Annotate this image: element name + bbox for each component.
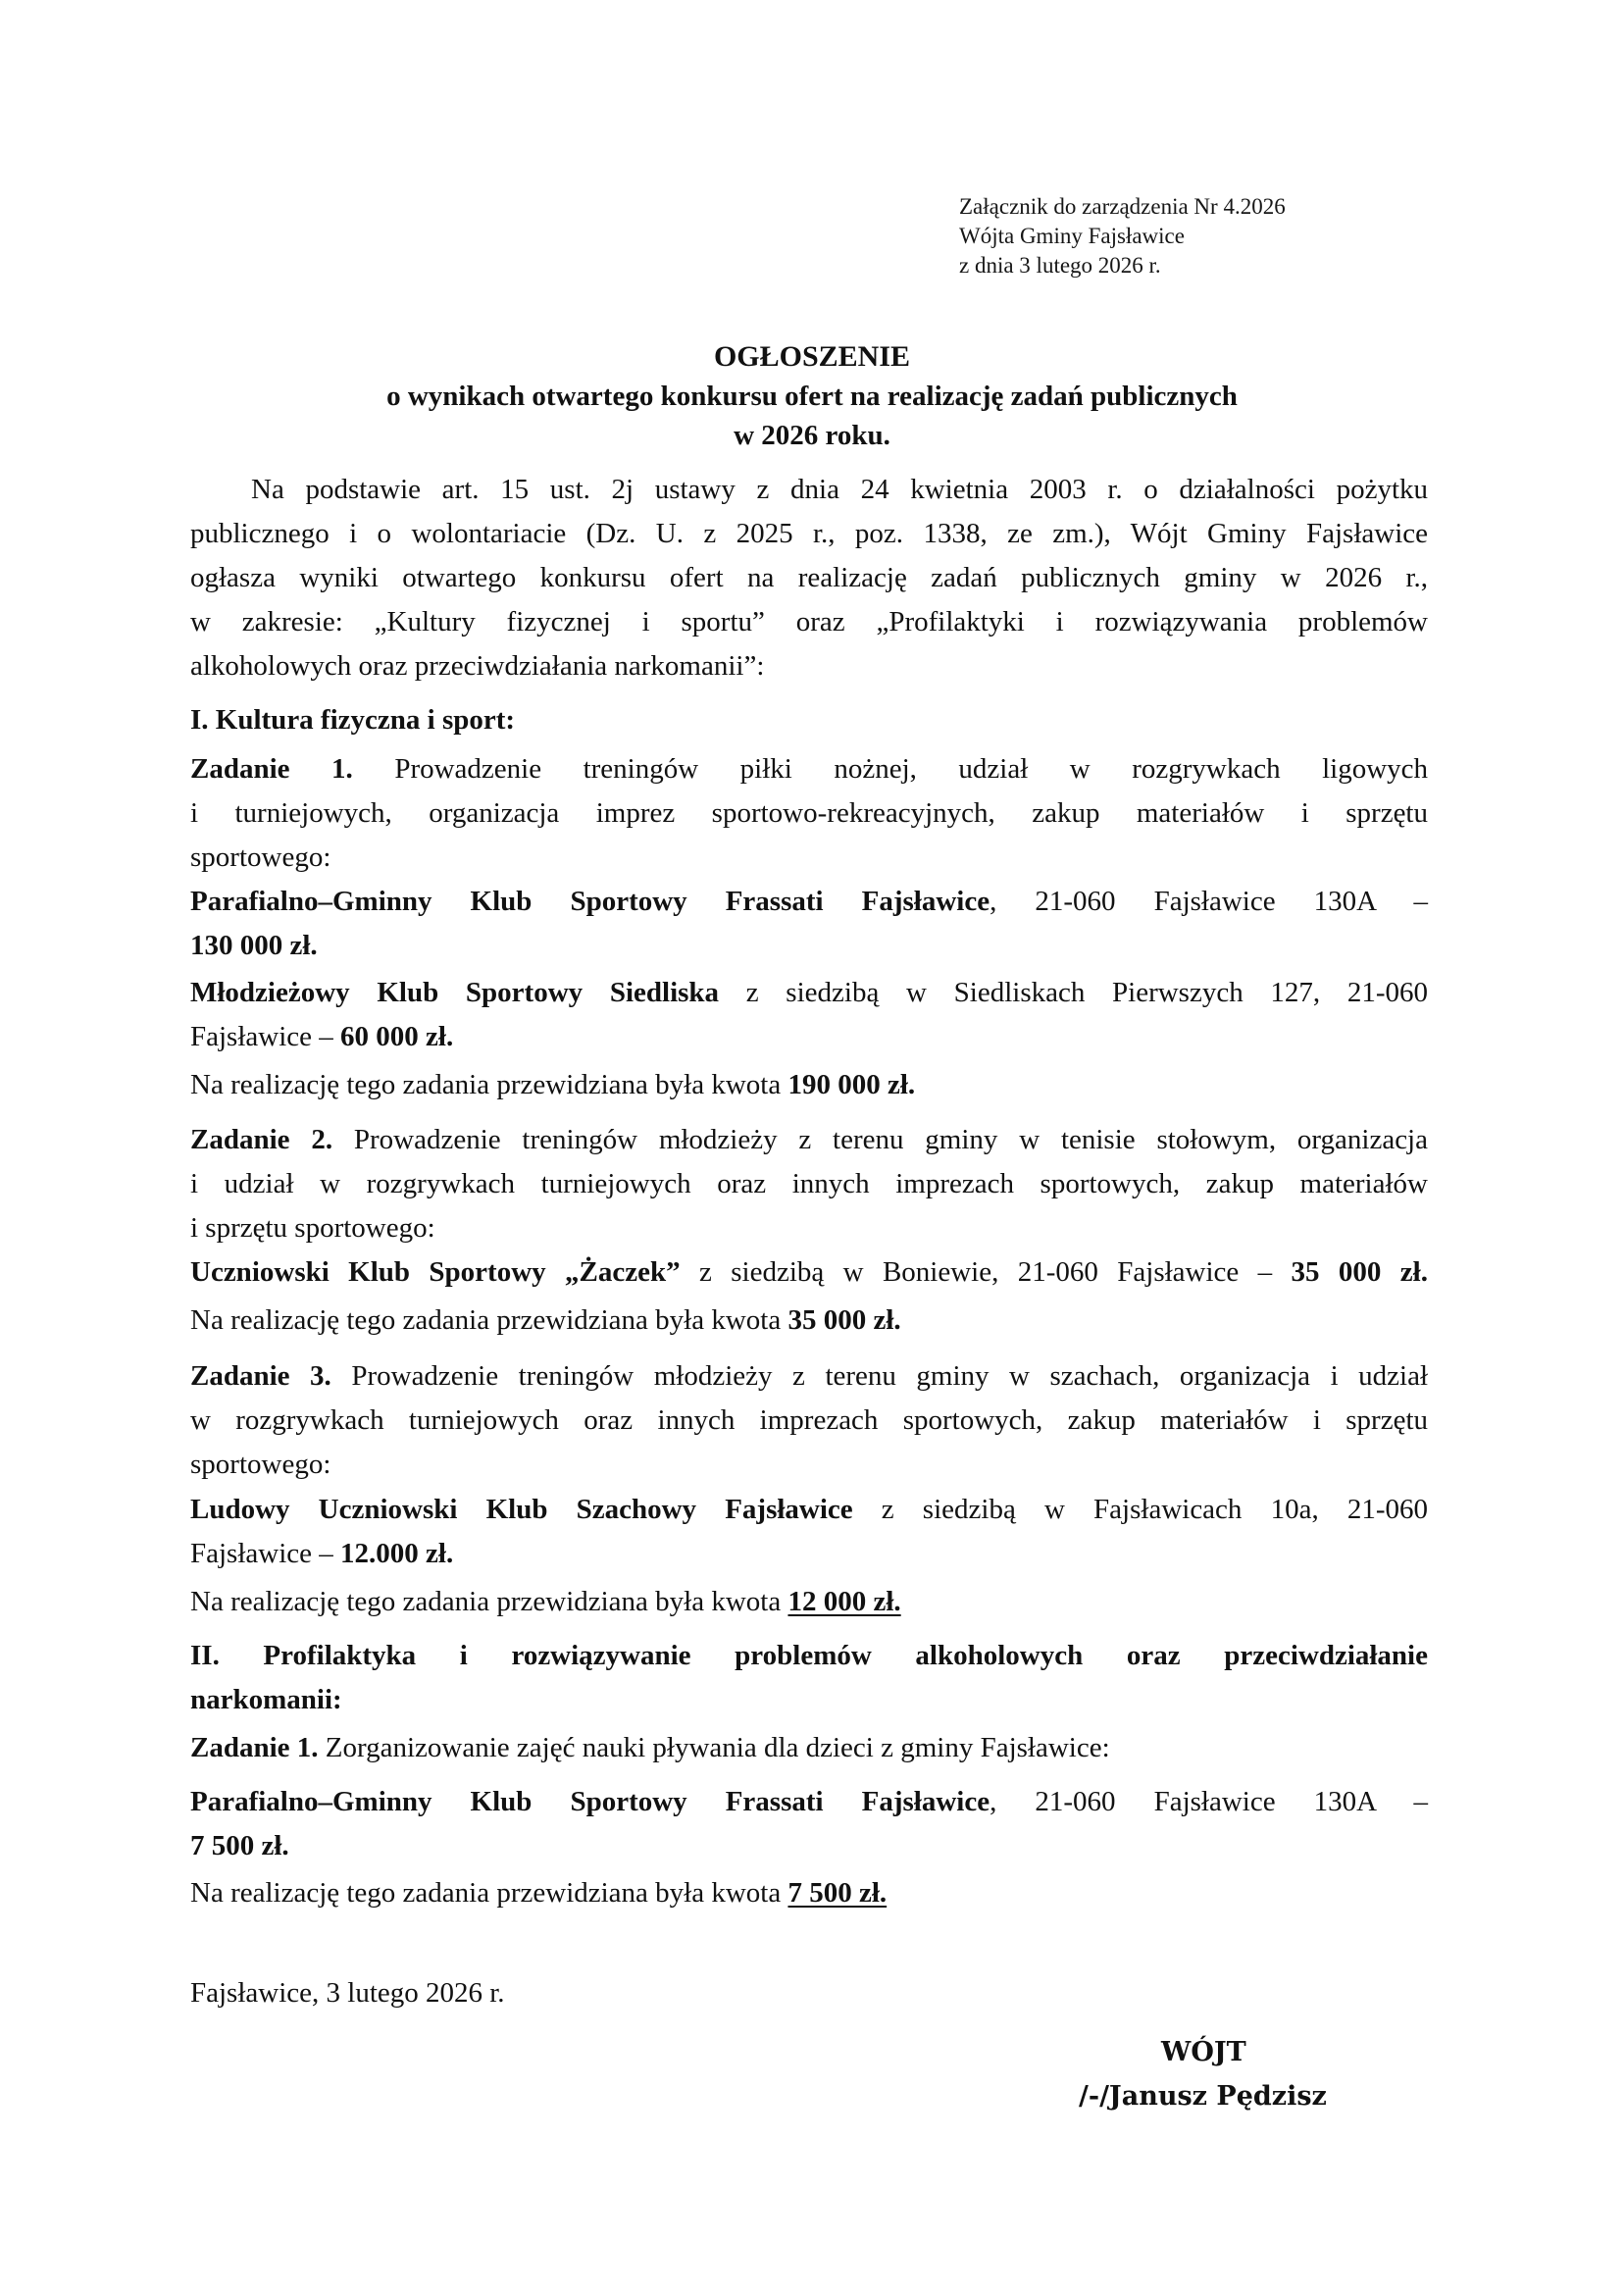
task-description-line bbox=[190, 1354, 1428, 1399]
planned-amount-line bbox=[190, 1871, 1428, 1915]
attachment-line-3: z dnia 3 lutego 2026 r. bbox=[959, 253, 1161, 278]
planned-amount-line bbox=[190, 1580, 1428, 1624]
award-entry bbox=[190, 1488, 1428, 1576]
planned-amount: 12 000 zł. bbox=[787, 1586, 901, 1617]
attachment-header bbox=[959, 192, 1286, 280]
task-description-line: i sprzętu sportowego: bbox=[190, 1212, 435, 1244]
planned-text: Na realizację tego zadania przewidziana była kwota bbox=[190, 1304, 788, 1336]
document-title bbox=[0, 337, 1624, 455]
award-amount: 35 000 zł. bbox=[1291, 1256, 1428, 1288]
intro-line: ogłasza wyniki otwartego konkursu ofert na realizację zadań publicznych gminy w 2026 r., bbox=[190, 562, 1428, 593]
section-2-heading bbox=[190, 1634, 1428, 1722]
award-line bbox=[190, 971, 1428, 1015]
award-line bbox=[190, 1532, 1428, 1576]
organization-name: Uczniowski Klub Sportowy „Żaczek” bbox=[190, 1256, 681, 1288]
planned-text: Na realizację tego zadania przewidziana była kwota bbox=[190, 1586, 788, 1617]
task-description-line bbox=[190, 1118, 1428, 1162]
task-label: Zadanie 1. bbox=[190, 753, 353, 785]
planned-amount: 35 000 zł. bbox=[787, 1304, 901, 1336]
task-label: Zadanie 3. bbox=[190, 1360, 331, 1392]
award-line bbox=[190, 880, 1428, 924]
task-description-line: sportowego: bbox=[190, 841, 331, 873]
attachment-line-1: Załącznik do zarządzenia Nr 4.2026 bbox=[959, 194, 1286, 219]
task-description: Zorganizowanie zajęć nauki pływania dla dzieci z gminy Fajsławice: bbox=[318, 1732, 1110, 1763]
task-label: Zadanie 1. bbox=[190, 1732, 319, 1763]
task-description-line bbox=[190, 747, 1428, 791]
task-label: Zadanie 2. bbox=[190, 1124, 333, 1155]
title-subtitle-2: w 2026 roku. bbox=[734, 420, 890, 451]
organization-address: z siedzibą w Fajsławicach 10a, 21-060 bbox=[852, 1494, 1428, 1525]
organization-address: z siedzibą w Siedliskach Pierwszych 127, 21-060 bbox=[719, 977, 1428, 1008]
intro-line: alkoholowych oraz przeciwdziałania narkomanii”: bbox=[190, 650, 765, 682]
intro-paragraph bbox=[190, 468, 1428, 688]
planned-text: Na realizację tego zadania przewidziana była kwota bbox=[190, 1069, 788, 1100]
signature-title: WÓJT bbox=[1161, 2037, 1246, 2067]
intro-line: w zakresie: „Kultury fizycznej i sportu” oraz „Profilaktyki i rozwiązywania problemów bbox=[190, 606, 1428, 637]
organization-address: z siedzibą w Boniewie, 21-060 Fajsławice – bbox=[680, 1256, 1292, 1288]
award-amount: 7 500 zł. bbox=[190, 1830, 289, 1861]
signature-name: /-/Janusz Pędzisz bbox=[1079, 2081, 1327, 2112]
task-description-line: sportowego: bbox=[190, 1449, 331, 1480]
organization-address: , 21-060 Fajsławice 130A – bbox=[990, 886, 1428, 917]
section-heading-line: II. Profilaktyka i rozwiązywanie problemów alkoholowych oraz przeciwdziałanie bbox=[190, 1640, 1428, 1671]
intro-line: Na podstawie art. 15 ust. 2j ustawy z dnia 24 kwietnia 2003 r. o działalności pożytku bbox=[251, 474, 1428, 505]
planned-amount-line bbox=[190, 1063, 1428, 1107]
organization-name: Ludowy Uczniowski Klub Szachowy Fajsławice bbox=[190, 1494, 853, 1525]
organization-address: Fajsławice – bbox=[190, 1021, 341, 1052]
section-1-heading: I. Kultura fizyczna i sport: bbox=[190, 704, 516, 736]
award-amount: 60 000 zł. bbox=[340, 1021, 454, 1052]
section-heading-line: narkomanii: bbox=[190, 1684, 342, 1715]
section-2-task-1 bbox=[190, 1726, 1428, 1770]
organization-address: , 21-060 Fajsławice 130A – bbox=[990, 1786, 1428, 1817]
award-line bbox=[190, 1488, 1428, 1532]
award-line bbox=[190, 1015, 1428, 1059]
task-description: Prowadzenie treningów młodzieży z terenu gminy w szachach, organizacja i udział bbox=[330, 1360, 1428, 1392]
section-1-task-1 bbox=[190, 747, 1428, 880]
organization-name: Parafialno–Gminny Klub Sportowy Frassati Fajsławice bbox=[190, 1786, 990, 1817]
organization-name: Parafialno–Gminny Klub Sportowy Frassati Fajsławice bbox=[190, 886, 990, 917]
planned-amount: 190 000 zł. bbox=[787, 1069, 916, 1100]
award-entry bbox=[190, 1780, 1428, 1868]
award-line bbox=[190, 1780, 1428, 1824]
title-main: OGŁOSZENIE bbox=[713, 340, 911, 373]
organization-address: Fajsławice – bbox=[190, 1538, 341, 1569]
task-description: Prowadzenie treningów młodzieży z terenu gminy w tenisie stołowym, organizacja bbox=[332, 1124, 1428, 1155]
title-subtitle-1: o wynikach otwartego konkursu ofert na realizację zadań publicznych bbox=[386, 381, 1238, 412]
award-entry bbox=[190, 1250, 1428, 1295]
award-entry bbox=[190, 971, 1428, 1059]
section-1-task-2 bbox=[190, 1118, 1428, 1250]
organization-name: Młodzieżowy Klub Sportowy Siedliska bbox=[190, 977, 720, 1008]
task-description-line: w rozgrywkach turniejowych oraz innych imprezach sportowych, zakup materiałów i sprzętu bbox=[190, 1404, 1428, 1436]
planned-amount-line bbox=[190, 1299, 1428, 1343]
place-and-date: Fajsławice, 3 lutego 2026 r. bbox=[190, 1977, 505, 2009]
award-amount: 12.000 zł. bbox=[340, 1538, 454, 1569]
award-line bbox=[190, 1250, 1428, 1295]
task-description: Prowadzenie treningów piłki nożnej, udział w rozgrywkach ligowych bbox=[394, 753, 1429, 785]
planned-text: Na realizację tego zadania przewidziana była kwota bbox=[190, 1877, 788, 1909]
attachment-line-2: Wójta Gminy Fajsławice bbox=[959, 224, 1185, 248]
section-1-task-3 bbox=[190, 1354, 1428, 1487]
task-description-line: i turniejowych, organizacja imprez sportowo-rekreacyjnych, zakup materiałów i sprzętu bbox=[190, 797, 1428, 829]
award-amount: 130 000 zł. bbox=[190, 930, 318, 961]
planned-amount: 7 500 zł. bbox=[787, 1877, 888, 1909]
award-entry bbox=[190, 880, 1428, 968]
intro-line: publicznego i o wolontariacie (Dz. U. z 2025 r., poz. 1338, ze zm.), Wójt Gminy Fajsławice bbox=[190, 518, 1428, 549]
task-description-line: i udział w rozgrywkach turniejowych oraz innych imprezach sportowych, zakup materiałów bbox=[190, 1168, 1428, 1199]
